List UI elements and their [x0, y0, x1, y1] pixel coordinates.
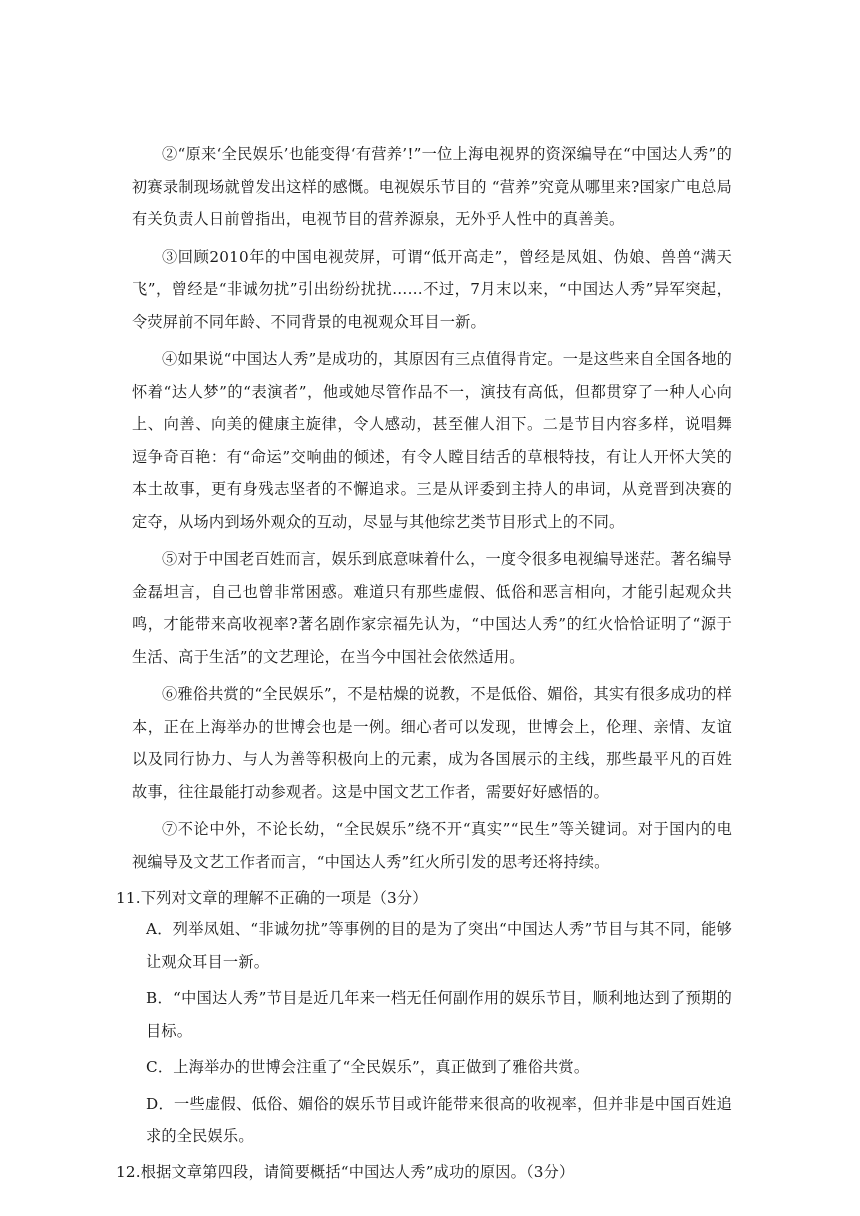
question-11-stem: 11.下列对文章的理解不正确的一项是（3分） [116, 889, 428, 907]
option-d: D．一些虚假、低俗、媚俗的娱乐节目或许能带来很高的收视率，但并非是中国百姓追求的全民娱乐。 [146, 1094, 732, 1145]
option-b: B．“中国达人秀”节目是近几年来一档无任何副作用的娱乐节目，顺利地达到了预期的目标。 [146, 989, 732, 1040]
paragraph-3: ③回顾2010年的中国电视荧屏，可谓“低开高走”，曾经是凤姐、伪娘、兽兽“满天飞”，曾经是“非诚勿扰”引出纷纷扰扰……不过，7月末以来，“中国达人秀”异军突起，令荧屏前不同年龄、不同背景的电视观众耳目一新。 [132, 247, 732, 331]
question-11-options [132, 913, 732, 1153]
paragraph-7: ⑦不论中外，不论长幼，“全民娱乐”绕不开“真实”“民生”等关键词。对于国内的电视编导及文艺工作者而言，“中国达人秀”红火所引发的思考还将持续。 [132, 820, 732, 871]
question-12-stem: 12.根据文章第四段，请简要概括“中国达人秀”成功的原因。（3分） [116, 1162, 575, 1181]
option-a: A．列举凤姐、“非诚勿扰”等事例的目的是为了突出“中国达人秀”节目与其不同，能够让观众耳目一新。 [146, 920, 732, 971]
article-body [116, 138, 732, 1187]
paragraph-6: ⑥雅俗共赏的“全民娱乐”，不是枯燥的说教，不是低俗、媚俗，其实有很多成功的样本，正在上海举办的世博会也是一例。细心者可以发现，世博会上，伦理、亲情、友谊以及同行协力、与人为善等积极向上的元素，成为各国展示的主线，那些最平凡的百姓故事，往往最能打动参观者。这是中国文艺工作者，需要好好感悟的。 [132, 685, 732, 801]
paragraph-5: ⑤对于中国老百姓而言，娱乐到底意味着什么，一度令很多电视编导迷茫。著名编导金磊坦言，自己也曾非常困惑。难道只有那些虚假、低俗和恶言相向，才能引起观众共鸣，才能带来高收视率?著名剧作家宗福先认为，“中国达人秀”的红火恰恰证明了“源于生活、高于生活”的文艺理论，在当今中国社会依然适用。 [132, 550, 732, 666]
paragraph-2: ②“原来‘全民娱乐’也能变得‘有营养’!”一位上海电视界的资深编导在“中国达人秀”的初赛录制现场就曾发出这样的感慨。电视娱乐节目的 “营养”究竟从哪里来?国家广电总局有关负责人日前曾指出，电视节目的营养源泉，无外乎人性中的真善美。 [132, 145, 732, 228]
option-c: C．上海举办的世博会注重了“全民娱乐”，真正做到了雅俗共赏。 [146, 1058, 590, 1076]
paragraph-4: ④如果说“中国达人秀”是成功的，其原因有三点值得肯定。一是这些来自全国各地的怀着“达人梦”的“表演者”，他或她尽管作品不一，演技有高低，但都贯穿了一种人心向上、向善、向美的健康主旋律，令人感动，甚至催人泪下。二是节目内容多样，说唱舞逗争奇百艳：有“命运”交响曲的倾述，有令人瞠目结舌的草根特技，有让人开怀大笑的本土故事，更有身残志坚者的不懈追求。三是从评委到主持人的串词，从竞晋到决赛的定夺，从场内到场外观众的互动，尽显与其他综艺类节目形式上的不同。 [132, 350, 732, 531]
